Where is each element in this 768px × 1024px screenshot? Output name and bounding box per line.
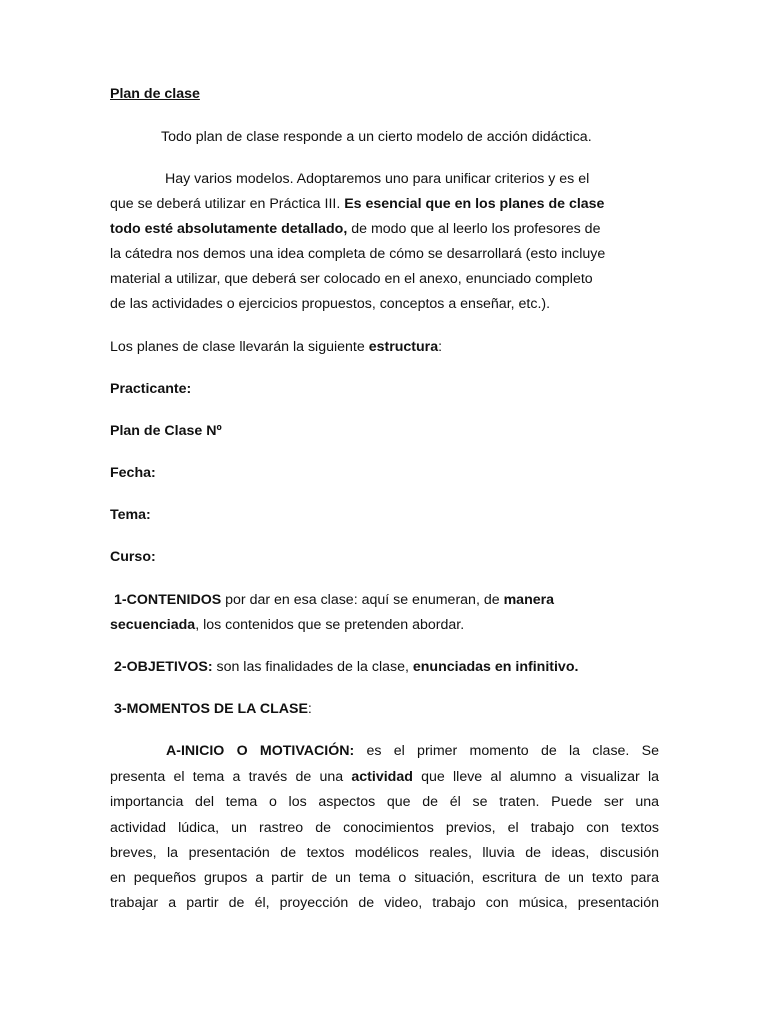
field-plan-number: Plan de Clase Nº bbox=[110, 423, 222, 439]
inicio-line: A-INICIO O MOTIVACIÓN: es el primer momento de la clase. Se bbox=[166, 743, 659, 759]
paragraph-line: Hay varios modelos. Adoptaremos uno para unificar criterios y es el bbox=[165, 171, 590, 187]
paragraph-line: todo esté absolutamente detallado, de modo que al leerlo los profesores de bbox=[110, 221, 601, 237]
document-title: Plan de clase bbox=[110, 86, 200, 102]
structure-sentence: Los planes de clase llevarán la siguiente estructura: bbox=[110, 339, 443, 355]
paragraph-line: de las actividades o ejercicios propuestos, conceptos a enseñar, etc.). bbox=[110, 296, 551, 312]
paragraph-line: material a utilizar, que deberá ser colocado en el anexo, enunciado completo bbox=[110, 271, 593, 287]
field-tema: Tema: bbox=[110, 507, 151, 523]
field-curso: Curso: bbox=[110, 549, 156, 565]
section-contenidos: 1-CONTENIDOS por dar en esa clase: aquí se enumeran, de manera bbox=[114, 592, 555, 608]
paragraph-line: que se deberá utilizar en Práctica III. Es esencial que en los planes de clase bbox=[110, 196, 605, 212]
field-practicante: Practicante: bbox=[110, 381, 192, 397]
section-objetivos: 2-OBJETIVOS: son las finalidades de la clase, enunciadas en infinitivo. bbox=[114, 659, 579, 675]
paragraph-line: la cátedra nos demos una idea completa de cómo se desarrollará (esto incluye bbox=[110, 246, 606, 262]
inicio-line: trabajar a partir de él, proyección de video, trabajo con música, presentación bbox=[110, 895, 659, 911]
inicio-line: en pequeños grupos a partir de un tema o situación, escritura de un texto para bbox=[110, 870, 659, 886]
inicio-line: breves, la presentación de textos modélicos reales, lluvia de ideas, discusión bbox=[110, 845, 659, 861]
section-contenidos-line2: secuenciada, los contenidos que se pretenden abordar. bbox=[110, 617, 465, 633]
emphasis-text: todo esté absolutamente detallado, bbox=[110, 221, 348, 237]
intro-paragraph: Todo plan de clase responde a un cierto modelo de acción didáctica. bbox=[161, 129, 592, 145]
inicio-line: importancia del tema o los aspectos que de él se traten. Puede ser una bbox=[110, 794, 659, 810]
emphasis-text: Es esencial que en los planes de clase bbox=[344, 196, 605, 212]
field-fecha: Fecha: bbox=[110, 465, 156, 481]
section-momentos: 3-MOMENTOS DE LA CLASE: bbox=[114, 701, 312, 717]
inicio-line: actividad lúdica, un rastreo de conocimientos previos, el trabajo con textos bbox=[110, 820, 659, 836]
inicio-line: presenta el tema a través de una actividad que lleve al alumno a visualizar la bbox=[110, 769, 659, 785]
